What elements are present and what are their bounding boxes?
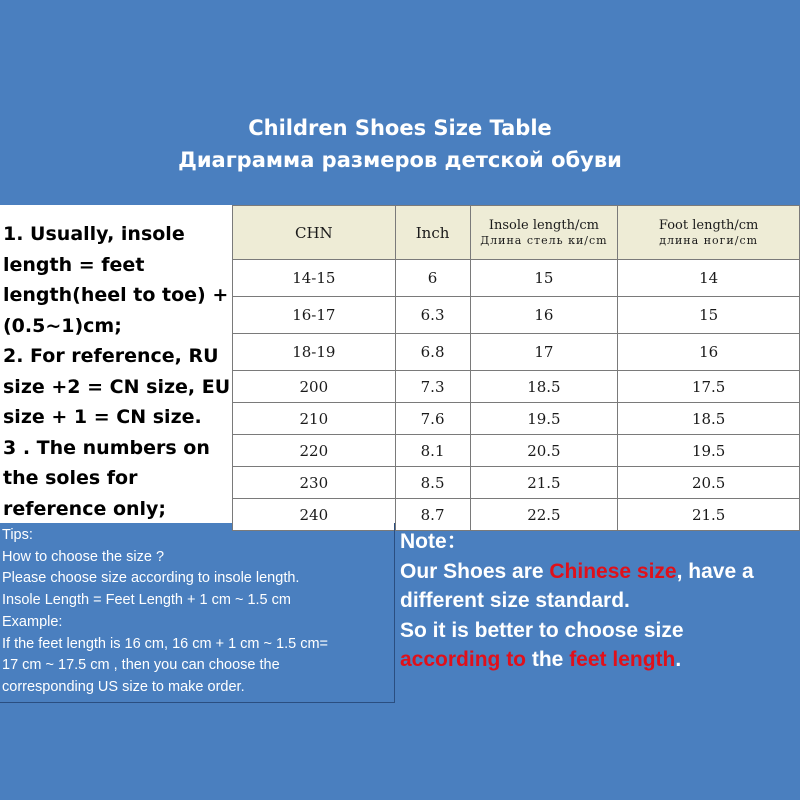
cell-foot: 16 (618, 334, 800, 371)
header-foot-length (618, 206, 800, 260)
cell-chn: 200 (233, 371, 396, 403)
cell-foot: 18.5 (618, 403, 800, 435)
header-insole-ru: Длина стель ки/cm (480, 234, 608, 247)
table-row (233, 435, 800, 467)
note-line-2: different size standard. (400, 589, 630, 612)
note-text: Our Shoes are (400, 559, 550, 583)
note-highlight-feet-length: feet length (569, 648, 676, 671)
cell-chn: 18-19 (233, 334, 396, 371)
cell-inch: 7.3 (395, 371, 470, 403)
table-row (233, 467, 800, 499)
note-line: length(heel to toe) + (3, 284, 229, 306)
note-text: the (526, 648, 570, 671)
note-box (396, 523, 800, 703)
cell-chn: 230 (233, 467, 396, 499)
usage-notes (0, 205, 232, 523)
cell-chn: 210 (233, 403, 396, 435)
header-foot-ru: длина ноги/cm (659, 234, 759, 247)
cell-inch: 8.1 (395, 435, 470, 467)
cell-insole: 19.5 (470, 403, 618, 435)
note-line-3: So it is better to choose size (400, 618, 684, 642)
cell-foot: 19.5 (618, 435, 800, 467)
tips-line: Tips: (2, 527, 33, 543)
tips-line: How to choose the size ? (2, 548, 165, 565)
cell-chn: 16-17 (233, 297, 396, 334)
tips-line: Insole Length = Feet Length + 1 cm ~ 1.5 cm (2, 592, 291, 609)
cell-chn: 220 (233, 435, 396, 467)
tips-line: 17 cm ~ 17.5 cm , then you can choose the (2, 657, 280, 674)
title-block (0, 112, 800, 176)
note-line: 1. Usually, insole (3, 223, 185, 245)
table-row (233, 334, 800, 371)
note-highlight-chinese-size: Chinese size (549, 559, 677, 583)
note-line: 3 . The numbers on (3, 436, 210, 459)
header-insole-length (470, 206, 618, 260)
cell-insole: 18.5 (470, 371, 618, 403)
cell-insole: 20.5 (470, 435, 618, 467)
page-subtitle-russian: Диаграмма размеров детской обуви (178, 148, 622, 172)
header-insole-en: Insole length/cm (488, 218, 599, 233)
tips-line: Please choose size according to insole length. (2, 570, 300, 587)
cell-inch: 8.7 (395, 499, 470, 531)
cell-foot: 20.5 (618, 467, 800, 499)
cell-inch: 6.8 (395, 334, 470, 371)
note-text: , have a (676, 559, 754, 583)
note-line: size +2 = CN size, EU (3, 375, 231, 398)
note-line-4 (400, 645, 800, 675)
note-highlight-according-to: according to (400, 648, 527, 671)
note-label: Note： (400, 530, 468, 553)
size-table (232, 205, 800, 531)
note-line: 2. For reference, RU (3, 345, 219, 367)
header-chn: CHN (233, 206, 396, 260)
tips-line: Example: (2, 613, 63, 630)
cell-inch: 8.5 (395, 467, 470, 499)
cell-insole: 17 (470, 334, 618, 371)
cell-insole: 21.5 (470, 467, 618, 499)
note-line: reference only; (3, 497, 167, 520)
table-row (233, 260, 800, 297)
header-inch: Inch (395, 206, 470, 260)
cell-inch: 6 (395, 260, 470, 297)
tips-line: corresponding US size to make order. (2, 678, 245, 695)
cell-inch: 6.3 (395, 297, 470, 334)
note-text: . (675, 648, 682, 671)
cell-insole: 22.5 (470, 499, 618, 531)
cell-foot: 21.5 (618, 499, 800, 531)
tips-line: If the feet length is 16 cm, 16 cm + 1 cm ~ 1.5 cm= (2, 635, 329, 652)
page-title: Children Shoes Size Table (248, 116, 552, 140)
cell-chn: 14-15 (233, 260, 396, 297)
table-row (233, 371, 800, 403)
header-foot-en: Foot length/cm (658, 218, 759, 233)
cell-foot: 17.5 (618, 371, 800, 403)
note-line: the soles for (3, 467, 138, 489)
cell-insole: 15 (470, 260, 618, 297)
cell-insole: 16 (470, 297, 618, 334)
table-row (233, 297, 800, 334)
cell-inch: 7.6 (395, 403, 470, 435)
cell-foot: 15 (618, 297, 800, 334)
table-row (233, 403, 800, 435)
note-line: length = feet (3, 253, 145, 276)
tips-box (0, 523, 395, 703)
note-line: (0.5~1)cm; (3, 314, 122, 337)
note-line: size + 1 = CN size. (3, 406, 202, 428)
cell-foot: 14 (618, 260, 800, 297)
table-header-row (233, 206, 800, 260)
cell-chn: 240 (233, 499, 396, 531)
note-line-1 (400, 557, 800, 587)
